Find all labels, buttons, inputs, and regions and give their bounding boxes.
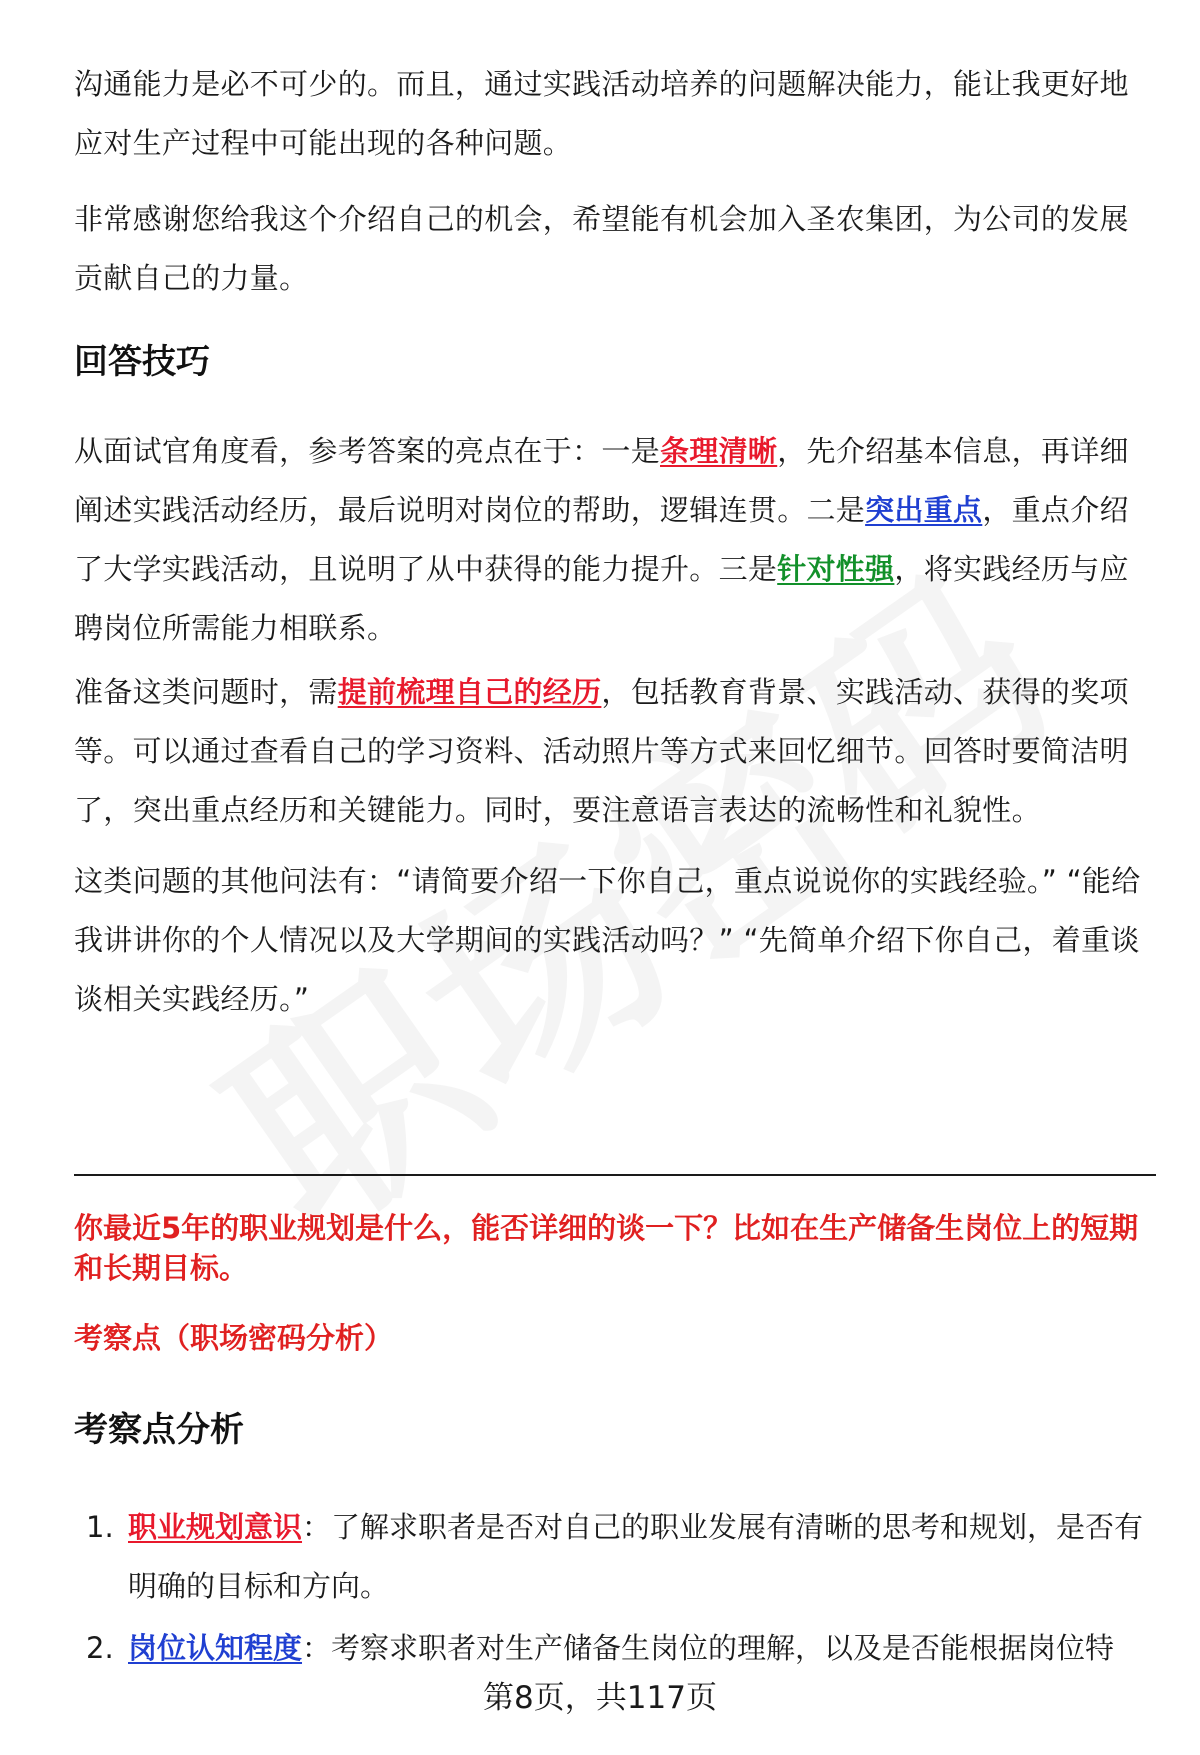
section-heading-answer-tips: 回答技巧	[74, 342, 210, 382]
prep-text-a: 准备这类问题时，需	[74, 675, 338, 709]
highlight-career-planning: 职业规划意识	[128, 1510, 303, 1544]
highlight-targeted: 针对性强	[777, 552, 895, 586]
prep-text-b: ，包括教育背景、实践活动、获得的奖项等。可以通过查看自己的学习资料、活动照片等方式来回忆细节。回答时要简洁明了，突出重点经历和关键能力。同时，要注意语言表达的流畅性和礼貌性。	[74, 675, 1129, 827]
list-item	[74, 1619, 1156, 1678]
list-item-number: 1.	[86, 1510, 114, 1544]
answer-paragraph-closing-2: 非常感谢您给我这个介绍自己的机会，希望能有机会加入圣农集团，为公司的发展贡献自己的力量。	[74, 202, 1129, 295]
tips-text-a: 从面试官角度看，参考答案的亮点在于：一是	[74, 434, 661, 468]
page-number: 第8页，共117页	[483, 1680, 717, 1716]
list-item-number: 2.	[86, 1631, 114, 1665]
question-subtitle: 考察点（职场密码分析）	[74, 1321, 394, 1355]
list-item-text: ：考察求职者对生产储备生岗位的理解，以及是否能根据岗位特	[302, 1631, 1115, 1665]
divider	[74, 1174, 1156, 1176]
tips-text-d: ，将实践经历与应聘岗位所需能力相联系。	[74, 552, 1129, 645]
prep-paragraph	[74, 663, 1149, 840]
answer-paragraph-closing-1: 沟通能力是必不可少的。而且，通过实践活动培养的问题解决能力，能让我更好地应对生产过程中可能出现的各种问题。	[74, 67, 1129, 160]
list-item	[74, 1498, 1156, 1616]
section-heading-analysis: 考察点分析	[74, 1410, 244, 1450]
highlight-key-points: 突出重点	[865, 493, 983, 527]
interview-question: 你最近5年的职业规划是什么，能否详细的谈一下？比如在生产储备生岗位上的短期和长期目标。	[74, 1211, 1139, 1285]
tips-text-b: ，先介绍基本信息，再详细阐述实践活动经历，最后说明对岗位的帮助，逻辑连贯。二是	[74, 434, 1129, 527]
highlight-role-understanding: 岗位认知程度	[128, 1631, 303, 1665]
list-item-text: ：了解求职者是否对自己的职业发展有清晰的思考和规划，是否有明确的目标和方向。	[128, 1510, 1144, 1603]
highlight-sort-experience: 提前梳理自己的经历	[337, 675, 602, 709]
other-phrasings-paragraph: 这类问题的其他问法有：“请简要介绍一下你自己，重点说说你的实践经验。” “能给我讲讲你的个人情况以及大学期间的实践活动吗？” “先简单介绍下你自己，着重谈谈相关实践经历。”	[74, 864, 1141, 1016]
highlight-clear-structure: 条理清晰	[660, 434, 778, 468]
tips-text-c: ，重点介绍了大学实践活动，且说明了从中获得的能力提升。三是	[74, 493, 1129, 586]
tips-paragraph	[74, 422, 1149, 658]
analysis-list	[74, 1498, 1156, 1681]
